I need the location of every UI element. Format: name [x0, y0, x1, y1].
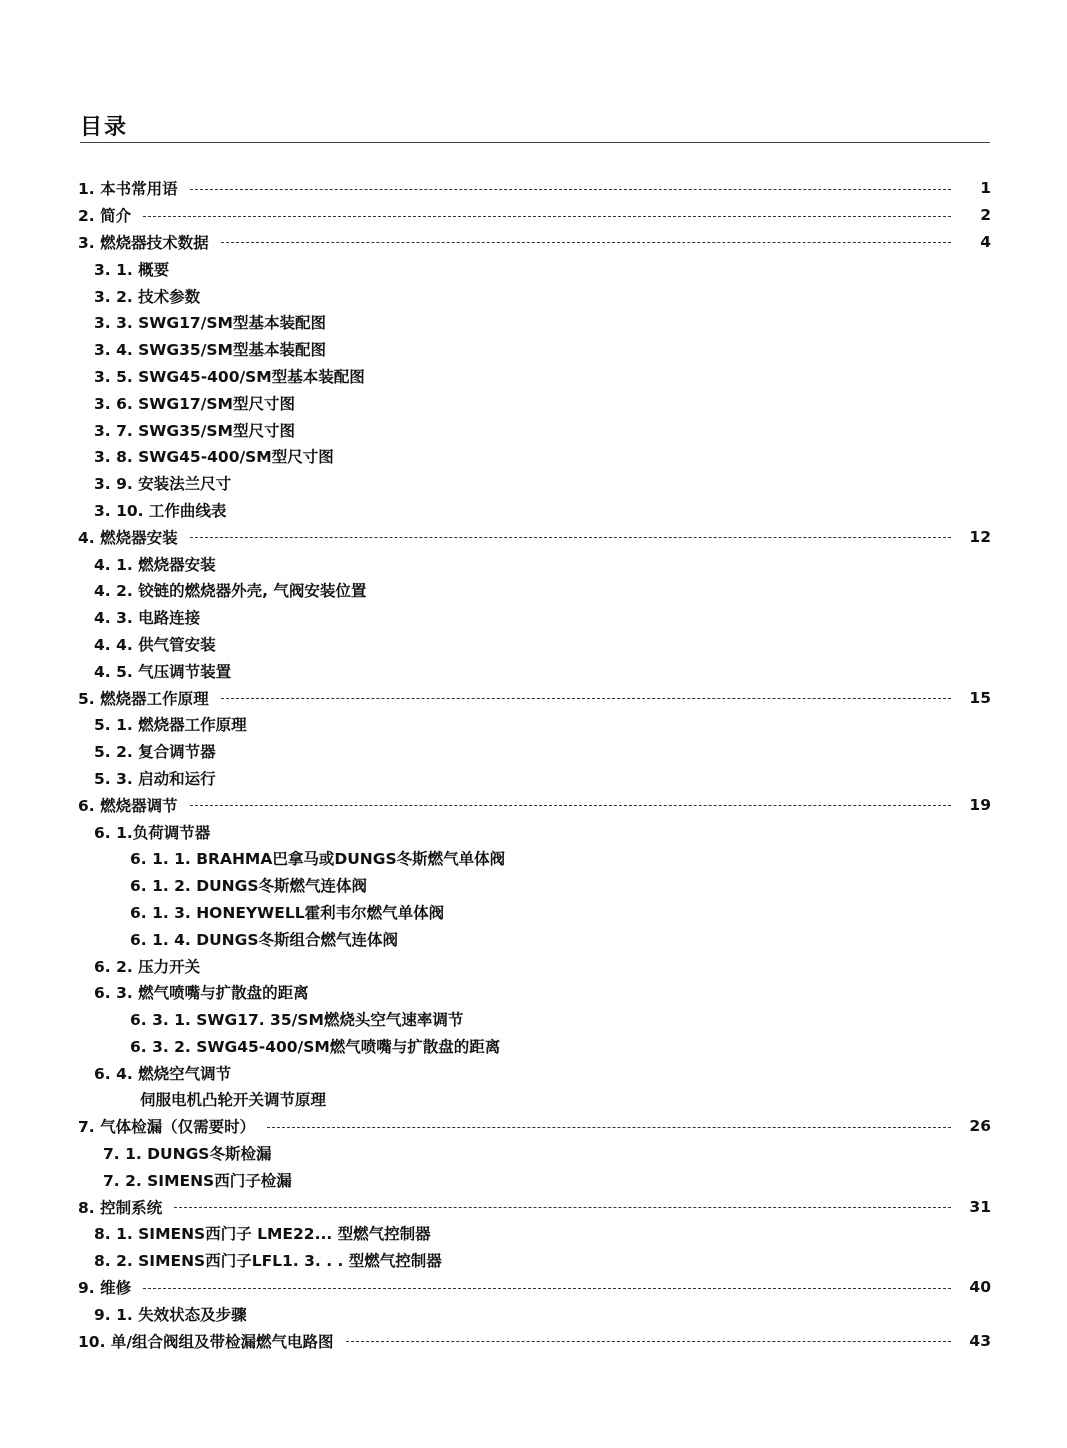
- toc-entry[interactable]: [0, 443, 1067, 470]
- toc-entry-label: 7. 气体检漏（仅需要时）: [78, 1118, 256, 1137]
- toc-entry[interactable]: [0, 738, 1067, 765]
- toc-page-number: 12: [969, 527, 991, 546]
- dot-leader: [346, 1341, 951, 1342]
- toc-entry[interactable]: [0, 979, 1067, 1006]
- toc-entry-label: 3. 燃烧器技术数据: [78, 233, 209, 252]
- toc-entry[interactable]: [0, 711, 1067, 738]
- toc-entry[interactable]: [0, 523, 1067, 550]
- dot-leader: [267, 1127, 951, 1128]
- dot-leader: [190, 537, 951, 538]
- toc-entry[interactable]: [0, 1033, 1067, 1060]
- toc-entry-label: 3. 9. 安装法兰尺寸: [94, 475, 232, 494]
- toc-entry[interactable]: [0, 1247, 1067, 1274]
- toc-entry[interactable]: [0, 550, 1067, 577]
- toc-entry[interactable]: [0, 1193, 1067, 1220]
- dot-leader: [221, 698, 951, 699]
- toc-entry[interactable]: [0, 1300, 1067, 1327]
- toc-entry-label: 3. 1. 概要: [94, 260, 170, 279]
- toc-entry-label: 5. 3. 启动和运行: [94, 769, 216, 788]
- toc-entry-label: 9. 维修: [78, 1279, 132, 1298]
- toc-entry[interactable]: [0, 925, 1067, 952]
- toc-entry-label: 8. 控制系统: [78, 1198, 163, 1217]
- toc-entry[interactable]: [0, 1140, 1067, 1167]
- toc-entry-label: 5. 2. 复合调节器: [94, 743, 216, 762]
- toc-page-number: 19: [969, 795, 991, 814]
- toc-page-number: 1: [980, 179, 991, 198]
- toc-entry[interactable]: [0, 470, 1067, 497]
- toc-entry-label: 3. 6. SWG17/SM型尺寸图: [94, 394, 295, 413]
- toc-entry-label: 3. 10. 工作曲线表: [94, 501, 227, 520]
- toc-page-number: 26: [969, 1117, 991, 1136]
- toc-entry-label: 4. 燃烧器安装: [78, 528, 178, 547]
- toc-entry[interactable]: [0, 255, 1067, 282]
- toc-entry[interactable]: [0, 1059, 1067, 1086]
- toc-entry-label: 6. 2. 压力开关: [94, 957, 201, 976]
- dot-leader: [143, 216, 951, 217]
- toc-entry-label: 6. 4. 燃烧空气调节: [94, 1064, 232, 1083]
- toc-entry[interactable]: [0, 604, 1067, 631]
- toc-entry-label: 8. 2. SIMENS西门子LFL1. 3. . . 型燃气控制器: [94, 1252, 442, 1271]
- dot-leader: [143, 1288, 951, 1289]
- toc-entry[interactable]: [0, 818, 1067, 845]
- toc-entry-label: 3. 4. SWG35/SM型基本装配图: [94, 341, 326, 360]
- toc-entry-label: 6. 3. 燃气喷嘴与扩散盘的距离: [94, 984, 309, 1003]
- toc-entry[interactable]: [0, 336, 1067, 363]
- toc-entry[interactable]: [0, 952, 1067, 979]
- toc-entry[interactable]: [0, 765, 1067, 792]
- toc-entry[interactable]: [0, 282, 1067, 309]
- toc-entry-label: 3. 7. SWG35/SM型尺寸图: [94, 421, 295, 440]
- toc-entry-label: 2. 简介: [78, 207, 132, 226]
- toc-entry-label: 7. 2. SIMENS西门子检漏: [103, 1171, 292, 1190]
- toc-entry-label: 6. 1. 1. BRAHMA巴拿马或DUNGS冬斯燃气单体阀: [130, 850, 506, 869]
- toc-entry[interactable]: [0, 899, 1067, 926]
- toc-entry[interactable]: [0, 845, 1067, 872]
- toc-entry[interactable]: [0, 497, 1067, 524]
- toc-entry-label: 6. 1.负荷调节器: [94, 823, 211, 842]
- toc-entry-label: 3. 8. SWG45-400/SM型尺寸图: [94, 448, 334, 467]
- toc-entry[interactable]: [0, 1220, 1067, 1247]
- toc-entry-label: 4. 2. 铰链的燃烧器外壳, 气阀安装位置: [94, 582, 367, 601]
- dot-leader: [190, 189, 951, 190]
- toc-entry-label: 6. 燃烧器调节: [78, 796, 178, 815]
- toc-entry[interactable]: [0, 363, 1067, 390]
- toc-entry-label: 6. 3. 1. SWG17. 35/SM燃烧头空气速率调节: [130, 1011, 464, 1030]
- toc-entry-label: 8. 1. SIMENS西门子 LME22... 型燃气控制器: [94, 1225, 431, 1244]
- toc-entry[interactable]: [0, 577, 1067, 604]
- toc-entry-label: 3. 5. SWG45-400/SM型基本装配图: [94, 367, 365, 386]
- toc-entry[interactable]: [0, 416, 1067, 443]
- toc-entry[interactable]: [0, 389, 1067, 416]
- toc-entry[interactable]: [0, 657, 1067, 684]
- toc-entry-label: 4. 3. 电路连接: [94, 609, 201, 628]
- toc-entry[interactable]: [0, 1274, 1067, 1301]
- toc-entry-label: 3. 3. SWG17/SM型基本装配图: [94, 314, 326, 333]
- toc-entry[interactable]: [0, 1113, 1067, 1140]
- toc-entry-label: 1. 本书常用语: [78, 180, 178, 199]
- toc-page-number: 40: [969, 1278, 991, 1297]
- page-title: 目录: [80, 115, 129, 140]
- toc-entry[interactable]: [0, 309, 1067, 336]
- toc-page-number: 4: [980, 232, 991, 251]
- toc-page-number: 43: [969, 1331, 991, 1350]
- toc-entry[interactable]: [0, 229, 1067, 256]
- toc-entry[interactable]: [0, 791, 1067, 818]
- toc-entry[interactable]: [0, 1166, 1067, 1193]
- toc-entry[interactable]: [0, 631, 1067, 658]
- table-of-contents: [0, 175, 1067, 1354]
- title-divider: [80, 142, 990, 143]
- toc-entry[interactable]: [0, 1006, 1067, 1033]
- toc-entry-label: 10. 单/组合阀组及带检漏燃气电路图: [78, 1332, 334, 1351]
- toc-entry[interactable]: [0, 1327, 1067, 1354]
- toc-entry-label: 4. 1. 燃烧器安装: [94, 555, 216, 574]
- toc-entry-label: 7. 1. DUNGS冬斯检漏: [103, 1145, 272, 1164]
- toc-entry[interactable]: [0, 684, 1067, 711]
- toc-entry-label: 6. 1. 2. DUNGS冬斯燃气连体阀: [130, 877, 368, 896]
- dot-leader: [174, 1207, 951, 1208]
- dot-leader: [190, 805, 951, 806]
- toc-entry-label: 9. 1. 失效状态及步骤: [94, 1305, 247, 1324]
- toc-entry-label: 5. 1. 燃烧器工作原理: [94, 716, 247, 735]
- toc-entry[interactable]: [0, 175, 1067, 202]
- toc-entry[interactable]: [0, 202, 1067, 229]
- toc-entry[interactable]: [0, 1086, 1067, 1113]
- toc-page-number: 15: [969, 688, 991, 707]
- toc-entry-label: 4. 4. 供气管安装: [94, 635, 216, 654]
- toc-entry-label: 4. 5. 气压调节装置: [94, 662, 232, 681]
- toc-entry-label: 6. 3. 2. SWG45-400/SM燃气喷嘴与扩散盘的距离: [130, 1037, 501, 1056]
- toc-entry-label: 6. 1. 3. HONEYWELL霍利韦尔燃气单体阀: [130, 903, 445, 922]
- toc-page-number: 31: [969, 1197, 991, 1216]
- toc-entry[interactable]: [0, 872, 1067, 899]
- toc-entry-label: 6. 1. 4. DUNGS冬斯组合燃气连体阀: [130, 930, 399, 949]
- toc-entry-label: 5. 燃烧器工作原理: [78, 689, 209, 708]
- toc-entry-label: 3. 2. 技术参数: [94, 287, 201, 306]
- toc-page-number: 2: [980, 206, 991, 225]
- toc-entry-label: 伺服电机凸轮开关调节原理: [140, 1091, 327, 1110]
- dot-leader: [221, 242, 951, 243]
